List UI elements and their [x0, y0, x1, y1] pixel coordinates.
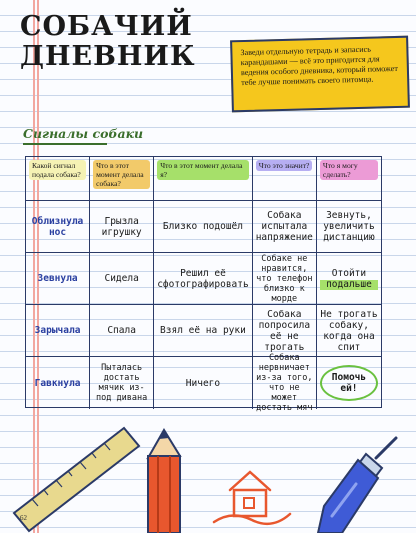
cell-meaning: Собака нервничает из-за того, что не может достать мяч [253, 357, 317, 409]
cell-meaning: Собаке не нравится, что телефон близко к морде [253, 253, 317, 305]
header-what-to-do-label: Что я могу сделать? [320, 160, 378, 180]
header-dog-action [90, 157, 154, 201]
ruler-icon [14, 418, 144, 533]
cell-my-action: Взял её на руки [154, 305, 253, 357]
header-what-to-do [317, 157, 381, 201]
cell-what-to-do [317, 253, 381, 305]
cell-my-action: Решил её сфотографировать [154, 253, 253, 305]
section-underline [23, 143, 107, 145]
page-title [20, 12, 200, 72]
header-my-action [154, 157, 253, 201]
page-title-line-1: СОБАЧИЙ [20, 11, 193, 42]
cell-my-action: Близко подошёл [154, 201, 253, 253]
header-dog-action-label: Что в этот момент делала собака? [93, 160, 150, 189]
header-signal [26, 157, 90, 201]
cell-what-to-do: Не трогать собаку, когда она спит [317, 305, 381, 357]
header-meaning-label: Что это значит? [256, 160, 313, 171]
page-number: 62 [20, 514, 27, 522]
cell-signal: Облизнула нос [26, 201, 90, 253]
signals-table [25, 156, 382, 413]
highlighted-advice: Отойти подальше [320, 268, 378, 290]
pencil-icon [142, 430, 192, 533]
header-meaning [253, 157, 317, 201]
cell-signal: Гавкнула [26, 357, 90, 409]
tip-note: Заведи отдельную тетрадь и запасись карандашами — всё это пригодится для ведения особого дневника, который поможет тебе лучше понимать своего питомца. [230, 36, 410, 113]
header-signal-label: Какой сигнал подала собака? [29, 160, 86, 180]
cell-dog-action: Грызла игрушку [90, 201, 154, 253]
page-title-line-2: ДНЕВНИК [20, 41, 196, 72]
cell-my-action: Ничего [154, 357, 253, 409]
section-title: Сигналы собаки [23, 126, 144, 141]
cell-dog-action: Пыталась достать мячик из-под дивана [90, 357, 154, 409]
cell-signal: Зарычала [26, 305, 90, 357]
glue-stick-icon [316, 436, 400, 533]
cell-meaning: Собака испытала напряжение [253, 201, 317, 253]
house-doodle-icon [212, 462, 292, 527]
cell-meaning: Собака попросила её не трогать [253, 305, 317, 357]
cell-dog-action: Спала [90, 305, 154, 357]
cell-dog-action: Сидела [90, 253, 154, 305]
cell-signal: Зевнула [26, 253, 90, 305]
cell-what-to-do [317, 357, 381, 409]
cell-what-to-do: Зевнуть, увеличить дистанцию [317, 201, 381, 253]
header-my-action-label: Что в этот момент делала я? [157, 160, 249, 180]
circled-advice: Помочь ей! [320, 365, 378, 401]
